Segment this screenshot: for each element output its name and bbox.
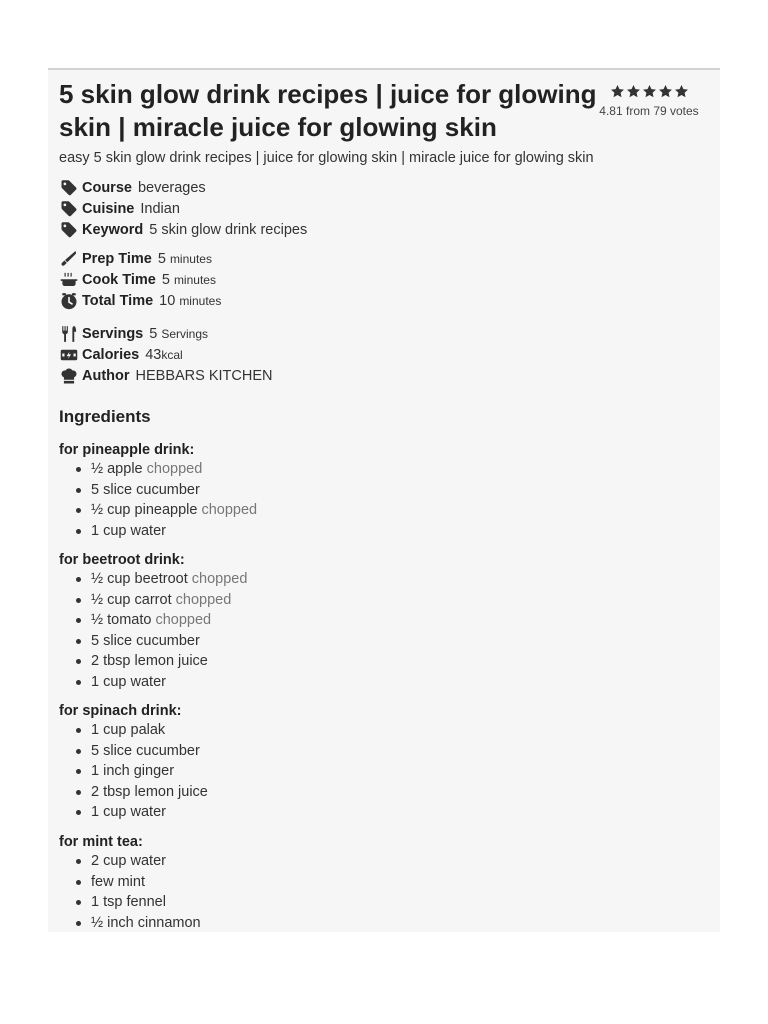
ingredient-group-spinach <box>59 702 208 823</box>
meta-course <box>59 177 307 198</box>
ingredient-text: 1 cup water <box>91 522 166 539</box>
ingredient-group-mint-tea <box>59 833 201 933</box>
meta-group-classification <box>59 177 307 240</box>
meta-total-time <box>59 290 221 311</box>
ingredient-item <box>59 672 247 693</box>
total-time-label: Total Time <box>82 292 154 309</box>
pot-icon <box>59 270 78 289</box>
ingredient-list <box>59 569 247 692</box>
ingredient-item <box>59 913 201 934</box>
ingredient-item <box>59 782 208 803</box>
total-time-unit: minutes <box>179 293 222 308</box>
author-label: Author <box>82 367 130 384</box>
calories-label: Calories <box>82 346 140 363</box>
ingredient-note: chopped <box>146 461 203 477</box>
servings-label: Servings <box>82 325 144 342</box>
ingredient-text: 1 inch ginger <box>91 763 175 779</box>
cuisine-label: Cuisine <box>82 200 135 217</box>
servings-unit: Servings <box>161 326 209 341</box>
ingredient-item <box>59 851 201 872</box>
ingredient-list <box>59 459 257 541</box>
ingredient-text: 1 cup water <box>91 804 166 820</box>
cuisine-value: Indian <box>140 200 180 217</box>
ingredient-text: 5 slice cucumber <box>91 742 200 759</box>
ingredient-item <box>59 892 201 913</box>
ingredient-note: chopped <box>191 571 248 587</box>
ingredient-text: ½ apple <box>91 461 143 477</box>
recipe-title: 5 skin glow drink recipes | juice for glowing skin | miracle juice for glowing skin <box>59 79 597 142</box>
ingredient-note: chopped <box>201 502 258 518</box>
meta-calories <box>59 344 273 365</box>
ingredient-text: 2 tbsp lemon juice <box>91 783 208 800</box>
ingredient-group-pineapple <box>59 441 257 541</box>
cook-time-value: 5 <box>161 271 170 288</box>
prep-time-unit: minutes <box>169 251 212 266</box>
ingredient-item <box>59 802 208 823</box>
meta-author <box>59 365 273 386</box>
ingredient-group-title: for spinach drink: <box>59 703 182 719</box>
ingredient-text: 5 slice cucumber <box>91 632 200 649</box>
meta-group-times <box>59 248 221 311</box>
ingredient-item <box>59 480 257 501</box>
meta-cuisine <box>59 198 307 219</box>
ingredient-item <box>59 459 257 480</box>
meta-keyword <box>59 219 307 240</box>
recipe-card <box>48 68 720 932</box>
ingredient-note: chopped <box>175 591 232 608</box>
ingredient-text: ½ cup pineapple <box>91 502 198 518</box>
ingredient-note: chopped <box>155 612 212 628</box>
ingredient-item <box>59 521 257 542</box>
ingredient-group-title: for pineapple drink: <box>59 442 195 458</box>
ingredient-group-title: for mint tea: <box>59 834 143 850</box>
ingredient-item <box>59 720 208 741</box>
ingredient-item <box>59 569 247 590</box>
ingredient-group-beetroot <box>59 551 247 692</box>
star-icon[interactable] <box>610 84 625 99</box>
course-value: beverages <box>137 179 206 196</box>
ingredient-text: ½ inch cinnamon <box>91 914 201 931</box>
ingredient-text: ½ tomato <box>91 612 152 628</box>
ingredient-item <box>59 500 257 521</box>
meta-group-details <box>59 323 273 386</box>
rating-votes: 4.81 from 79 votes <box>599 104 699 118</box>
ingredient-item <box>59 761 208 782</box>
calories-unit: kcal <box>161 347 183 362</box>
ingredient-list <box>59 720 208 823</box>
servings-value[interactable]: 5 <box>149 325 158 342</box>
ingredient-item <box>59 610 247 631</box>
ingredient-text: few mint <box>91 873 145 890</box>
chef-hat-icon <box>59 366 78 385</box>
ingredient-list <box>59 851 201 933</box>
ingredient-text: 1 cup water <box>91 673 166 690</box>
author-value: HEBBARS KITCHEN <box>135 367 273 384</box>
ingredient-text: 2 cup water <box>91 853 166 869</box>
ingredients-heading: Ingredients <box>59 407 151 426</box>
ingredient-group-title: for beetroot drink: <box>59 552 185 568</box>
star-icon[interactable] <box>626 84 641 99</box>
star-icon[interactable] <box>674 84 689 99</box>
keyword-label: Keyword <box>82 221 144 238</box>
meta-servings <box>59 323 273 344</box>
ingredient-item <box>59 651 247 672</box>
ingredient-text: ½ cup carrot <box>91 591 172 608</box>
star-icon[interactable] <box>642 84 657 99</box>
cook-time-label: Cook Time <box>82 271 156 288</box>
prep-time-label: Prep Time <box>82 250 152 267</box>
fork-knife-icon <box>59 324 78 343</box>
cook-time-unit: minutes <box>173 272 216 287</box>
ingredient-text: 1 cup palak <box>91 722 166 738</box>
ingredient-text: ½ cup beetroot <box>91 571 188 587</box>
rating-stars[interactable] <box>589 84 709 99</box>
ingredient-item <box>59 741 208 762</box>
meta-prep-time <box>59 248 221 269</box>
tag-icon <box>59 220 78 239</box>
ingredient-item <box>59 872 201 893</box>
tag-icon <box>59 199 78 218</box>
calories-icon <box>59 345 78 364</box>
course-label: Course <box>82 179 132 196</box>
calories-value: 43 <box>145 346 162 363</box>
star-icon[interactable] <box>658 84 673 99</box>
ingredient-text: 5 slice cucumber <box>91 481 200 498</box>
meta-cook-time <box>59 269 221 290</box>
ingredient-item <box>59 631 247 652</box>
recipe-summary: easy 5 skin glow drink recipes | juice for glowing skin | miracle juice for glowing skin <box>59 150 594 166</box>
recipe-rating[interactable] <box>589 84 709 118</box>
knife-icon <box>59 249 78 268</box>
ingredient-item <box>59 590 247 611</box>
ingredient-text: 1 tsp fennel <box>91 894 166 910</box>
prep-time-value: 5 <box>157 250 166 267</box>
ingredient-text: 2 tbsp lemon juice <box>91 653 208 669</box>
tag-icon <box>59 178 78 197</box>
total-time-value: 10 <box>159 292 176 309</box>
clock-icon <box>59 291 78 310</box>
keyword-value: 5 skin glow drink recipes <box>149 221 308 238</box>
